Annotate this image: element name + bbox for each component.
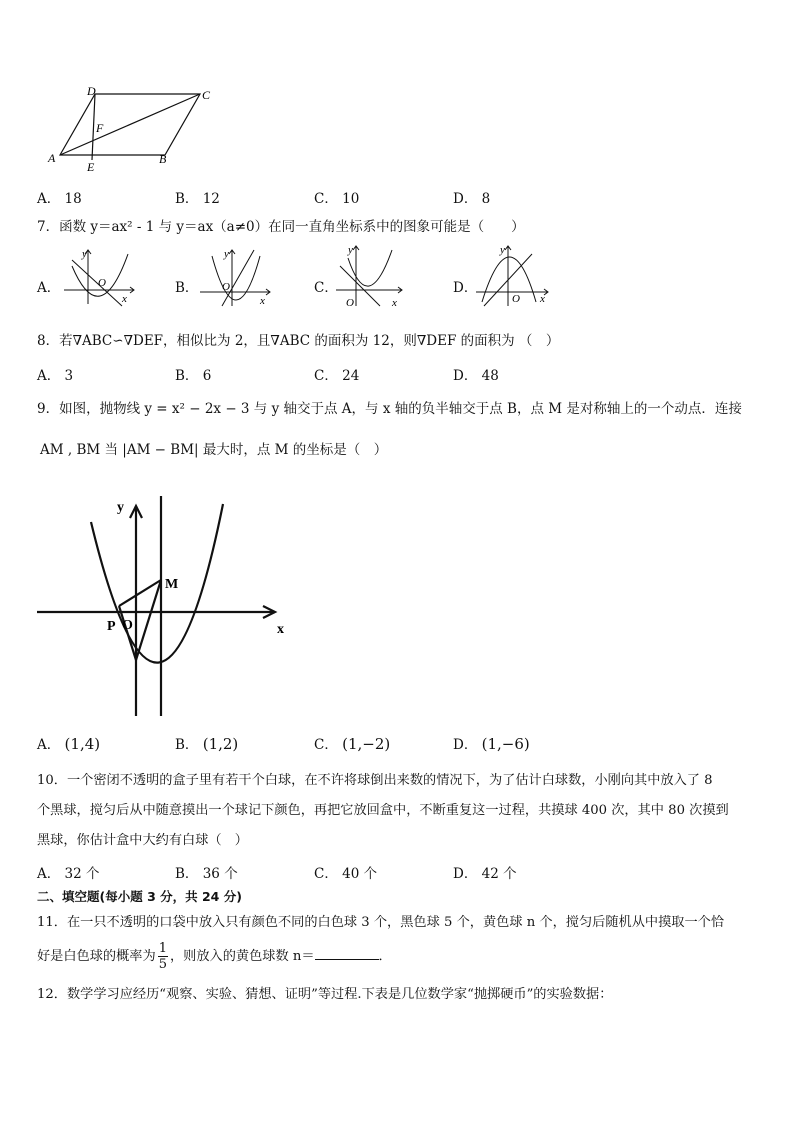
label-C: C xyxy=(202,88,211,102)
label-x: x xyxy=(277,622,284,637)
q8-stem: 8．若∇ABC∽∇DEF，相似比为 2，且∇ABC 的面积为 12，则∇DEF 的面积为 （ ） xyxy=(37,333,560,349)
probability-fraction: $\frac{1}{5}$ xyxy=(158,941,167,972)
label-F: F xyxy=(96,121,104,135)
svg-text:y: y xyxy=(348,244,353,256)
q8-option-b[interactable]: B． 6 xyxy=(175,368,212,384)
svg-text:y: y xyxy=(224,248,229,260)
label-M: M xyxy=(165,577,179,592)
q8-option-a[interactable]: A． 3 xyxy=(37,368,74,384)
svg-text:O: O xyxy=(346,297,354,309)
svg-text:y: y xyxy=(82,248,87,260)
q9-stem-line1: 9．如图，抛物线 y = x² − 2x − 3 与 y 轴交于点 A，与 x 轴的负半轴交于点 B，点 M 是对称轴上的一个动点．连接 xyxy=(37,401,742,417)
label-P: P xyxy=(107,619,116,634)
q8-option-d[interactable]: D． 48 xyxy=(453,368,499,384)
q7-option-a[interactable]: A． xyxy=(37,280,61,296)
label-A: A xyxy=(48,151,56,165)
q8-option-c[interactable]: C． 24 xyxy=(314,368,360,384)
q9-option-c[interactable]: C． (1,−2) xyxy=(314,735,391,753)
svg-text:x: x xyxy=(122,293,127,305)
q10-line2: 个黑球，搅匀后从中随意摸出一个球记下颜色，再把它放回盒中，不断重复这一过程，共摸球 400 次，其中 80 次摸到 xyxy=(37,803,729,818)
label-E: E xyxy=(87,160,95,174)
q7-option-d[interactable]: D． xyxy=(453,280,478,296)
svg-text:O: O xyxy=(222,281,230,293)
label-B: B xyxy=(159,152,167,166)
q7-graph-d[interactable] xyxy=(474,240,554,310)
svg-text:x: x xyxy=(540,293,545,305)
section-title-fill-blank: 二、填空题(每小题 3 分，共 24 分) xyxy=(37,889,242,904)
q6-option-b[interactable]: B． 12 xyxy=(175,191,220,207)
q10-line1: 10．一个密闭不透明的盒子里有若干个白球，在不许将球倒出来数的情况下，为了估计白球数，小刚向其中放入了 8 xyxy=(37,773,713,788)
label-D: D xyxy=(87,84,96,98)
q6-option-d[interactable]: D． 8 xyxy=(453,191,491,207)
q9-parabola-figure xyxy=(35,492,295,722)
q7-option-b[interactable]: B． xyxy=(175,280,199,296)
answer-blank[interactable] xyxy=(315,945,379,960)
q10-option-b[interactable]: B． 36 个 xyxy=(175,866,238,882)
q10-option-d[interactable]: D． 42 个 xyxy=(453,866,517,882)
svg-text:y: y xyxy=(500,244,505,256)
q7-option-c[interactable]: C． xyxy=(314,280,338,296)
q10-option-c[interactable]: C． 40 个 xyxy=(314,866,378,882)
q9-option-a[interactable]: A． (1,4) xyxy=(37,735,101,753)
q7-graph-c[interactable] xyxy=(334,240,414,310)
svg-text:O: O xyxy=(512,293,520,305)
q9-option-b[interactable]: B． (1,2) xyxy=(175,735,239,753)
svg-text:x: x xyxy=(260,295,265,307)
q10-option-a[interactable]: A． 32 个 xyxy=(37,866,100,882)
svg-text:O: O xyxy=(98,277,106,289)
q7-stem: 7．函数 y＝ax² - 1 与 y＝ax（a≠0）在同一直角坐标系中的图象可能是（ ） xyxy=(37,219,525,235)
q6-option-a[interactable]: A． 18 xyxy=(37,191,82,207)
label-O: O xyxy=(122,618,133,633)
label-y: y xyxy=(117,500,124,515)
q11-line2: 好是白色球的概率为 $\frac{1}{5}$ ，则放入的黄色球数 n＝ ． xyxy=(37,941,392,972)
q7-graph-a[interactable] xyxy=(60,244,140,308)
q7-graph-b[interactable] xyxy=(198,244,278,308)
q6-option-c[interactable]: C． 10 xyxy=(314,191,360,207)
q9-option-d[interactable]: D． (1,−6) xyxy=(453,735,530,753)
parallelogram-figure xyxy=(40,82,220,174)
q10-line3: 黑球，你估计盒中大约有白球（ ） xyxy=(37,833,248,848)
q9-stem-line2: AM , BM 当 |AM − BM| 最大时，点 M 的坐标是（ ） xyxy=(40,442,388,458)
q12-line1: 12．数学学习应经历“观察、实验、猜想、证明”等过程.下表是几位数学家“抛掷硬币”的实验数据： xyxy=(37,987,613,1002)
svg-text:x: x xyxy=(392,297,397,309)
q11-line1: 11．在一只不透明的口袋中放入只有颜色不同的白色球 3 个，黑色球 5 个，黄色球 n 个，搅匀后随机从中摸取一个恰 xyxy=(37,915,725,930)
